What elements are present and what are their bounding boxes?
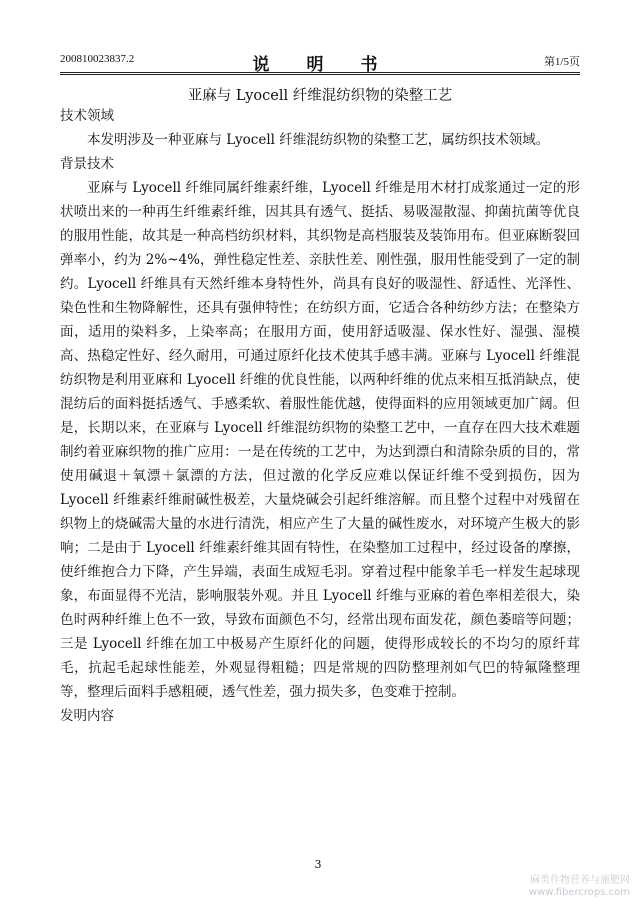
site-watermark bbox=[529, 875, 630, 899]
technical-field-paragraph: 本发明涉及一种亚麻与 Lyocell 纤维混纺织物的染整工艺，属纺织技术领域。 bbox=[87, 132, 550, 148]
invention-title: 亚麻与 Lyocell 纤维混纺织物的染整工艺 bbox=[187, 88, 453, 104]
watermark-url: www.fibercrops.com bbox=[528, 887, 630, 898]
application-number: 200810023837.2 bbox=[60, 53, 135, 65]
background-paragraph: 亚麻与 Lyocell 纤维同属纤维素纤维，Lyocell 纤维是用木材打成浆通过一定的形状喷出来的一种再生纤维素纤维，因其具有透气、挺括、易吸湿散湿、抑菌抗菌等优良的服用性能，故其是一种高档纺织材料，其织物是高档服装及装饰用布。但亚麻断裂回弹率小，约为 2%~4%，弹性稳定性差、亲肤性差、刚性强，服用性能受到了一定的制约。Lyocell 纤维具有天然纤维本身特性外，尚具有良好的吸湿性、舒适性、光泽性、染色性和生物降解性，还具有强伸特性；在纺织方面，它适合各种纺纱方法；在整染方面，适用的染料多，上染率高；在服用方面，使用舒适吸湿、保水性好、湿强、湿模高、热稳定性好、经久耐用，可通过原纤化技术使其手感丰满。亚麻与 Lyocell 纤维混纺织物是利用亚麻和 Lyocell 纤维的优良性能，以两种纤维的优点来相互抵消缺点，使混纺后的面料挺括透气、手感柔软、着服性能优越，使得面料的应用领域更加广阔。但是，长期以来，在亚麻与 Lyocell 纤维混纺织物的染整工艺中，一直存在四大技术难题制约着亚麻织物的推广应用：一是在传统的工艺中，为达到漂白和清除杂质的目的，常使用碱退＋氧漂＋氯漂的方法，但过激的化学反应难以保证纤维不受到损伤，因为 Lyocell 纤维素纤维耐碱性极差，大量烧碱会引起纤维溶解。而且整个过程中对残留在织物上的烧碱需大量的水进行清洗，相应产生了大量的碱性废水，对环境产生极大的影响；二是由于 Lyocell 纤维素纤维其固有特性，在染整加工过程中，经过设备的摩擦，使纤维抱合力下降，产生异端，表面生成短毛羽。穿着过程中能象羊毛一样发生起球现象，布面显得不光洁，影响服装外观。并且 Lyocell 纤维与亚麻的着色率相差很大，染色时两种纤维上色不一致，导致布面颜色不匀，经常出现布面发花，颜色萎暗等问题；三是 Lyocell 纤维在加工中极易产生原纤化的问题，使得形成较长的不均匀的原纤茸毛，抗起毛起球性能差，外观显得粗糙；四是常规的四防整理剂如气巴的特氟隆整理等，整理后面料手感粗硬，透气性差，强力损失多，色变难于控制。 bbox=[60, 180, 580, 700]
section-heading-background: 背景技术 bbox=[60, 156, 114, 172]
document-type-title: 说 明 书 bbox=[252, 55, 388, 75]
section-heading-technical-field: 技术领域 bbox=[60, 108, 114, 124]
page-indicator: 第1/5页 bbox=[543, 56, 580, 68]
header-divider-secondary bbox=[60, 74, 580, 75]
header-divider bbox=[60, 72, 580, 73]
section-heading-summary: 发明内容 bbox=[60, 708, 114, 724]
document-header bbox=[60, 50, 580, 75]
watermark-site-name: 麻类作物营养与施肥网 bbox=[530, 875, 630, 886]
page-number: 3 bbox=[314, 858, 322, 871]
document-body bbox=[60, 104, 580, 728]
